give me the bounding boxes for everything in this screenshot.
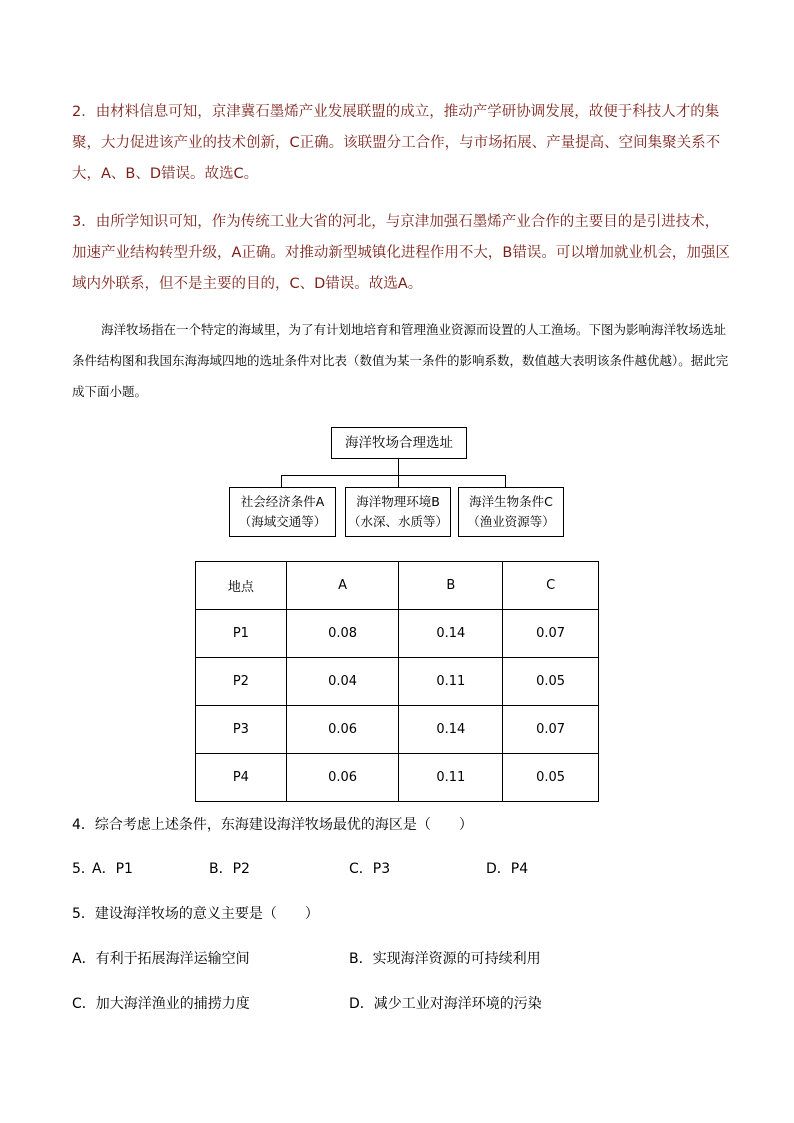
table-cell: 0.11 xyxy=(399,658,503,706)
table-cell: 0.07 xyxy=(503,610,599,658)
table-cell: 0.11 xyxy=(399,754,503,802)
table-cell: 0.05 xyxy=(503,754,599,802)
connector-right xyxy=(505,475,506,487)
option-4d[interactable]: D．P4 xyxy=(486,861,529,877)
table-cell: P1 xyxy=(196,610,287,658)
connector-vertical xyxy=(398,459,399,475)
table-header-cell: C xyxy=(503,562,599,610)
table-header-cell: A xyxy=(286,562,399,610)
diagram-child-a xyxy=(229,487,336,537)
option-4b[interactable]: B．P2 xyxy=(209,861,250,877)
table-cell: 0.14 xyxy=(399,706,503,754)
material-intro: 海洋牧场指在一个特定的海域里，为了有计划地培育和管理渔业资源而设置的人工渔场。下图为影响海洋牧场选址条件结构图和我国东海海域四地的选址条件对比表（数值为某一条件的影响系数，数值越大表明该条件越优越）。据此完成下面小题。 xyxy=(72,322,729,399)
connector-left xyxy=(281,475,282,487)
option-4a[interactable]: A．P1 xyxy=(92,861,133,877)
table-cell: P4 xyxy=(196,754,287,802)
question-5-stem: 5．建设海洋牧场的意义主要是（ ） xyxy=(72,906,319,922)
option-5c[interactable]: C．加大海洋渔业的捕捞力度 xyxy=(72,996,250,1012)
table-cell: 0.06 xyxy=(286,706,399,754)
table-row xyxy=(196,610,599,658)
table-header-cell: 地点 xyxy=(196,562,287,610)
connector-horizontal xyxy=(281,475,506,476)
option-4c[interactable]: C．P3 xyxy=(349,861,391,877)
child-a-note: （海域交通等） xyxy=(238,514,327,529)
table-row xyxy=(196,658,599,706)
connector-middle xyxy=(398,475,399,487)
table-row xyxy=(196,706,599,754)
table-cell: 0.06 xyxy=(286,754,399,802)
comparison-table xyxy=(195,561,599,802)
child-a-title: 社会经济条件A xyxy=(240,494,325,509)
question-4-prefix: 5． xyxy=(72,861,95,877)
question-4-stem: 4．综合考虑上述条件，东海建设海洋牧场最优的海区是（ ） xyxy=(72,817,473,833)
child-b-title: 海洋物理环境B xyxy=(356,494,440,509)
table-cell: 0.04 xyxy=(286,658,399,706)
diagram-root: 海洋牧场合理选址 xyxy=(331,427,467,459)
child-c-note: （渔业资源等） xyxy=(467,514,555,529)
diagram-child-b xyxy=(345,487,451,537)
table-header-row xyxy=(196,562,599,610)
answer-3-explanation: 3．由所学知识可知，作为传统工业大省的河北，与京津加强石墨烯产业合作的主要目的是引进技术，加速产业结构转型升级，A正确。对推动新型城镇化进程作用不大，B错误。可以增加就业机会，加强区域内外联系，但不是主要的目的，C、D错误。故选A。 xyxy=(72,214,730,292)
table-cell: P2 xyxy=(196,658,287,706)
table-row xyxy=(196,754,599,802)
table-cell: 0.07 xyxy=(503,706,599,754)
table-header-cell: B xyxy=(399,562,503,610)
diagram-child-c xyxy=(458,487,564,537)
child-b-note: （水深、水质等） xyxy=(347,514,448,529)
table-cell: 0.08 xyxy=(286,610,399,658)
table-cell: 0.14 xyxy=(399,610,503,658)
option-5d[interactable]: D．减少工业对海洋环境的污染 xyxy=(349,996,542,1012)
option-5b[interactable]: B．实现海洋资源的可持续利用 xyxy=(349,951,541,967)
child-c-title: 海洋生物条件C xyxy=(469,494,553,509)
answer-2-explanation: 2．由材料信息可知，京津冀石墨烯产业发展联盟的成立，推动产学研协调发展，故便于科技人才的集聚，大力促进该产业的技术创新，C正确。该联盟分工合作，与市场拓展、产量提高、空间集聚关系不大，A、B、D错误。故选C。 xyxy=(72,104,721,182)
table-cell: P3 xyxy=(196,706,287,754)
table-cell: 0.05 xyxy=(503,658,599,706)
option-5a[interactable]: A．有利于拓展海洋运输空间 xyxy=(72,951,250,967)
